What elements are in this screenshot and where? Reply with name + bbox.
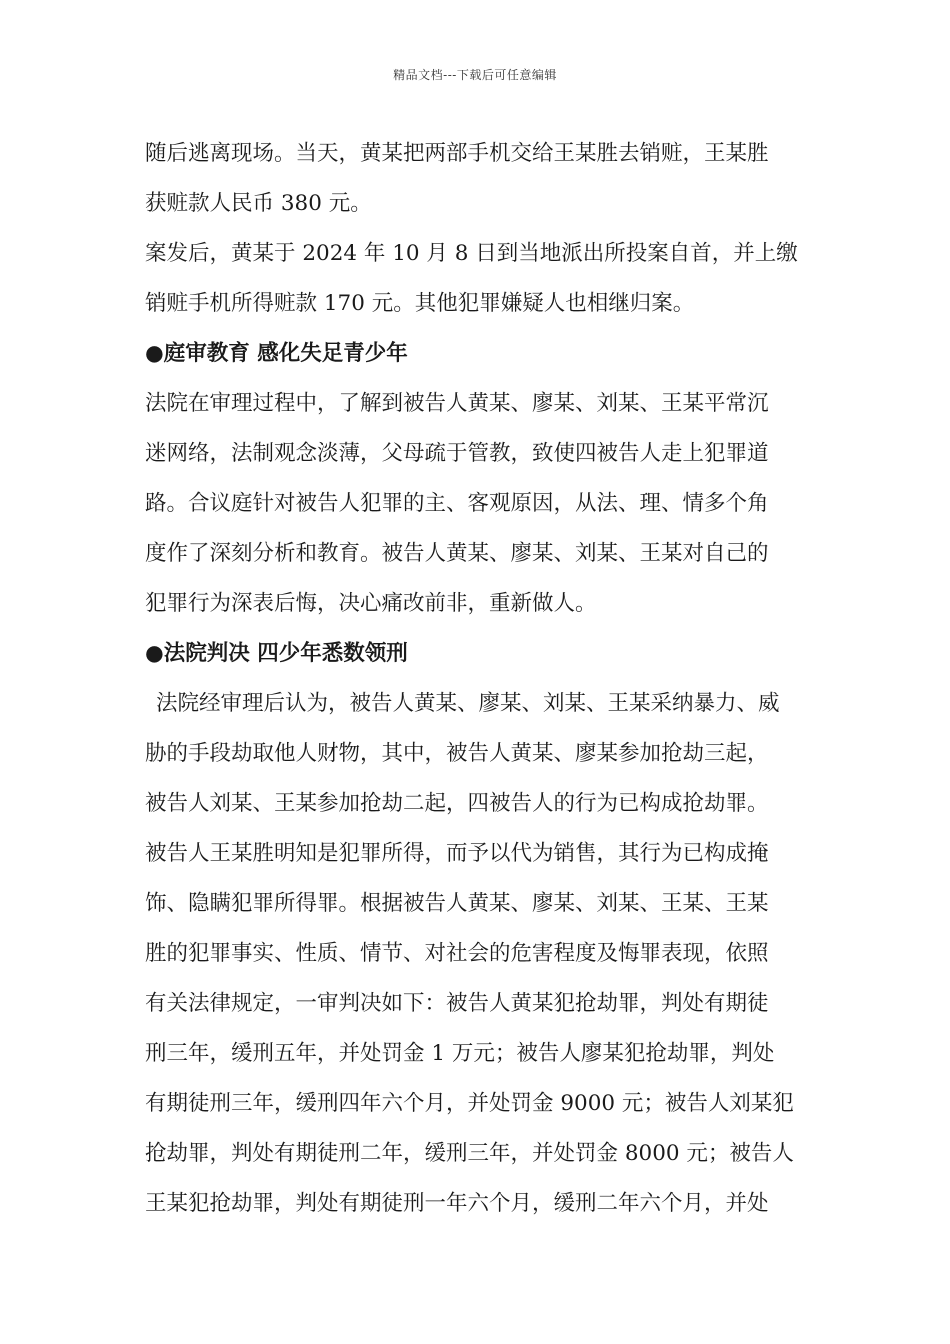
text-line: 抢劫罪，判处有期徒刑二年，缓刑三年，并处罚金 8000 元；被告人	[145, 1141, 794, 1166]
section-heading: ●法院判决 四少年悉数领刑	[145, 641, 408, 666]
text-line: 犯罪行为深表后悔，决心痛改前非，重新做人。	[145, 591, 597, 616]
text-line: 法院在审理过程中，了解到被告人黄某、廖某、刘某、王某平常沉	[145, 391, 769, 416]
text-line: 度作了深刻分析和教育。被告人黄某、廖某、刘某、王某对自己的	[145, 541, 769, 566]
text-line: 路。合议庭针对被告人犯罪的主、客观原因，从法、理、情多个角	[145, 491, 769, 516]
text-line: 有关法律规定，一审判决如下：被告人黄某犯抢劫罪，判处有期徒	[145, 991, 769, 1016]
text-line: 迷网络，法制观念淡薄，父母疏于管教，致使四被告人走上犯罪道	[145, 441, 769, 466]
section-heading: ●庭审教育 感化失足青少年	[145, 341, 408, 366]
text-line: 王某犯抢劫罪，判处有期徒刑一年六个月，缓刑二年六个月，并处	[145, 1191, 769, 1216]
text-line: 胜的犯罪事实、性质、情节、对社会的危害程度及悔罪表现，依照	[145, 941, 769, 966]
text-line: 随后逃离现场。当天，黄某把两部手机交给王某胜去销赃，王某胜	[145, 141, 769, 166]
text-line: 获赃款人民币 380 元。	[145, 191, 372, 216]
text-line: 刑三年，缓刑五年，并处罚金 1 万元；被告人廖某犯抢劫罪，判处	[145, 1041, 775, 1066]
text-line: 胁的手段劫取他人财物，其中，被告人黄某、廖某参加抢劫三起，	[145, 741, 769, 766]
text-line: 被告人刘某、王某参加抢劫二起，四被告人的行为已构成抢劫罪。	[145, 791, 769, 816]
text-line: 法院经审理后认为，被告人黄某、廖某、刘某、王某采纳暴力、威	[156, 691, 780, 716]
document-body	[145, 129, 810, 1229]
page-header: 精品文档---下载后可任意编辑	[393, 68, 557, 82]
text-line: 饰、隐瞒犯罪所得罪。根据被告人黄某、廖某、刘某、王某、王某	[145, 891, 769, 916]
text-line: 销赃手机所得赃款 170 元。其他犯罪嫌疑人也相继归案。	[145, 291, 695, 316]
text-line: 被告人王某胜明知是犯罪所得，而予以代为销售，其行为已构成掩	[145, 841, 769, 866]
text-line: 案发后，黄某于 2024 年 10 月 8 日到当地派出所投案自首，并上缴	[145, 241, 798, 266]
text-line: 有期徒刑三年，缓刑四年六个月，并处罚金 9000 元；被告人刘某犯	[145, 1091, 794, 1116]
